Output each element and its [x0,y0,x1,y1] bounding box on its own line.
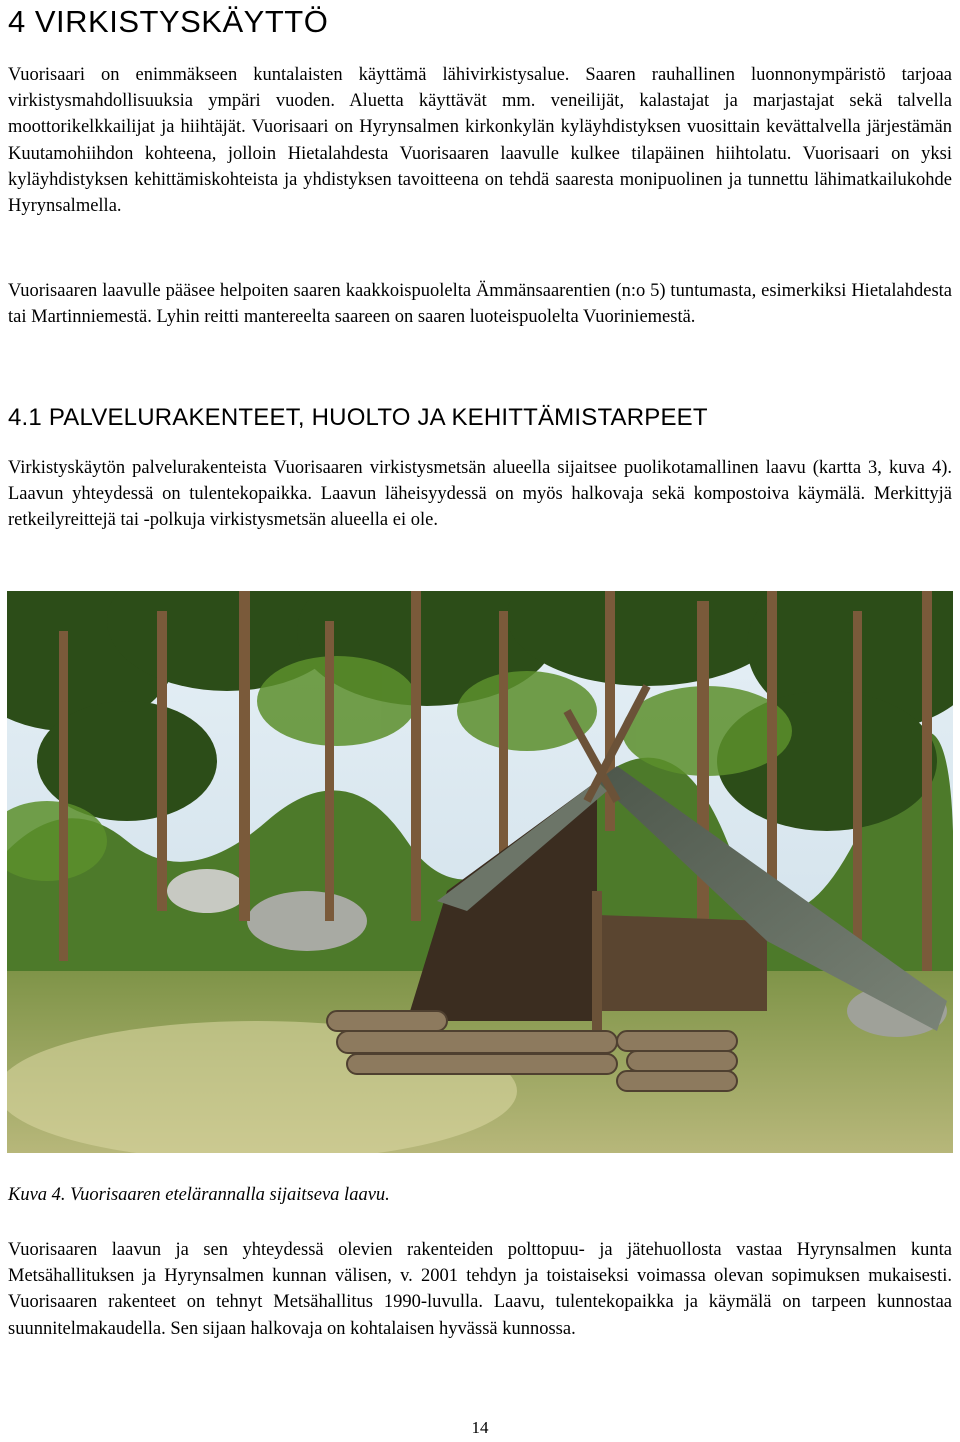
page-number: 14 [471,1418,489,1437]
subsection-heading: 4.1 PALVELURAKENTEET, HUOLTO JA KEHITTÄMISTARPEET [8,404,708,431]
lean-to-shelter-photo [7,591,953,1153]
paragraph-maintenance: Vuorisaaren laavun ja sen yhteydessä olevien rakenteiden polttopuu- ja jätehuollosta vastaa Hyrynsalmen kunta Metsähallituksen ja Hyrynsalmen kunnan välisen, v. 2001 tehdyn ja toistaiseksi voimassa olevan sopimuksen mukaisesti. Vuorisaaren rakenteet on tehnyt Metsähallitus 1990-luvulla. Laavu, tulentekopaikka ja käymälä on tarpeen kunnostaa suunnitelmakaudella. Sen sijaan halkovaja on kohtalaisen hyvässä kunnossa. [8,1240,952,1339]
paragraph-recreation-use: Vuorisaari on enimmäkseen kuntalaisten käyttämä lähivirkistysalue. Saaren rauhallinen luonnonympäristö tarjoaa virkistysmahdollisuuksia ympäri vuoden. Aluetta käyttävät mm. veneilijät, kalastajat ja marjastajat sekä talvella moottorikelkkailijat ja hiihtäjät. Vuorisaari on Hyrynsalmen kirkonkylän kyläyhdistyksen vuosittain kevättalvella järjestämän Kuutamohiihdon kohteena, jolloin Hietalahdesta Vuorisaaren laavulle kulkee tilapäinen hiihtolatu. Vuorisaari on yksi kyläyhdistyksen kehittämiskohteista ja yhdistyksen tavoitteena on tehdä saaresta monipuolinen ja tunnettu lähimatkailukohde Hyrynsalmella. [8,65,952,217]
figure-caption: Kuva 4. Vuorisaaren etelärannalla sijaitseva laavu. [8,1185,390,1205]
section-heading: 4 VIRKISTYSKÄYTTÖ [8,4,329,39]
paragraph-facilities: Virkistyskäytön palvelurakenteista Vuorisaaren virkistysmetsän alueella sijaitsee puolikotamallinen laavu (kartta 3, kuva 4). Laavun yhteydessä on tulentekopaikka. Laavun läheisyydessä on myös halkovaja sekä kompostoiva käymälä. Merkittyjä retkeilyreittejä tai -polkuja virkistysmetsän alueella ei ole. [8,458,952,531]
paragraph-access: Vuorisaaren laavulle pääsee helpoiten saaren kaakkoispuolelta Ämmänsaarentien (n:o 5) tuntumasta, esimerkiksi Hietalahdesta tai Martinniemestä. Lyhin reitti mantereelta saareen on saaren luoteispuolelta Vuoriniemestä. [8,281,952,328]
